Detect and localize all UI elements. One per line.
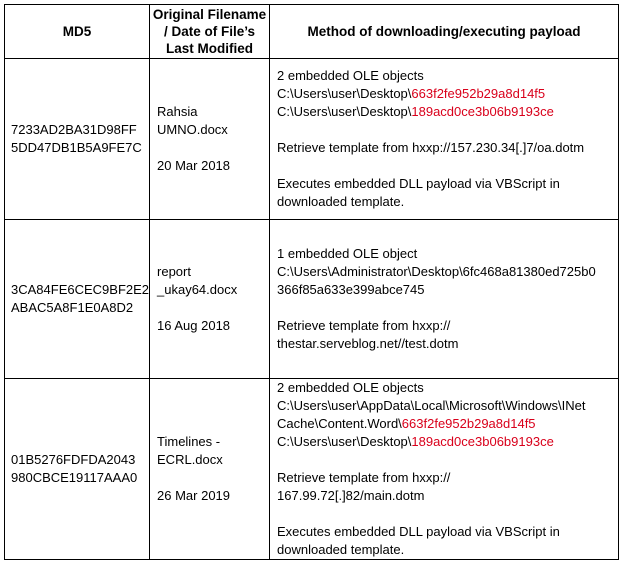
- header-md5: MD5: [5, 5, 150, 59]
- md5-cell: 01B5276FDFDA2043 980CBCE19117AAA0: [5, 379, 150, 560]
- table-row: [5, 379, 619, 560]
- ioc-table: [4, 4, 619, 560]
- method-cell: 2 embedded OLE objects C:\Users\user\AppData\Local\Microsoft\Windows\INet Cache\Content.Word\663f2fe952b29a8d14f5 C:\Users\user\Desktop\189acd0ce3b06b9193ce Retrieve template from hxxp:// 167.99.72[.]82/main.dotm Executes embedded DLL payload via VBScript in downloaded template.: [270, 379, 619, 560]
- header-method: Method of downloading/executing payload: [270, 5, 619, 59]
- hash-text: 189acd0ce3b06b9193ce: [411, 434, 554, 449]
- date-modified: 20 Mar 2018: [157, 158, 231, 173]
- filename-cell: Rahsia UMNO.docx 20 Mar 2018: [150, 59, 270, 220]
- hash-text: 663f2fe952b29a8d14f5: [411, 86, 546, 101]
- md5-cell: 7233AD2BA31D98FF 5DD47DB1B5A9FE7C: [5, 59, 150, 220]
- method-cell: 2 embedded OLE objects C:\Users\user\Desktop\663f2fe952b29a8d14f5 C:\Users\user\Desktop\189acd0ce3b06b9193ce Retrieve template from hxxp://157.230.34[.]7/oa.dotm Executes embedded DLL payload via VBScript in downloaded template.: [270, 59, 619, 220]
- filename-cell: Timelines - ECRL.docx 26 Mar 2019: [150, 379, 270, 560]
- md5-cell: 3CA84FE6CEC9BF2E2 ABAC5A8F1E0A8D2: [5, 220, 150, 379]
- method-cell: 1 embedded OLE object C:\Users\Administrator\Desktop\6fc468a81380ed725b0 366f85a633e399abce745 Retrieve template from hxxp:// thestar.serveblog.net//test.dotm: [270, 220, 619, 379]
- filename-cell: report _ukay64.docx 16 Aug 2018: [150, 220, 270, 379]
- date-modified: 26 Mar 2019: [157, 488, 231, 503]
- date-modified: 16 Aug 2018: [157, 318, 231, 333]
- header-row: [5, 5, 619, 59]
- table-row: [5, 59, 619, 220]
- header-filename: Original Filename / Date of File’s Last Modified: [150, 5, 270, 59]
- table-row: [5, 220, 619, 379]
- hash-text: 663f2fe952b29a8d14f5: [401, 416, 536, 431]
- hash-text: 189acd0ce3b06b9193ce: [411, 104, 554, 119]
